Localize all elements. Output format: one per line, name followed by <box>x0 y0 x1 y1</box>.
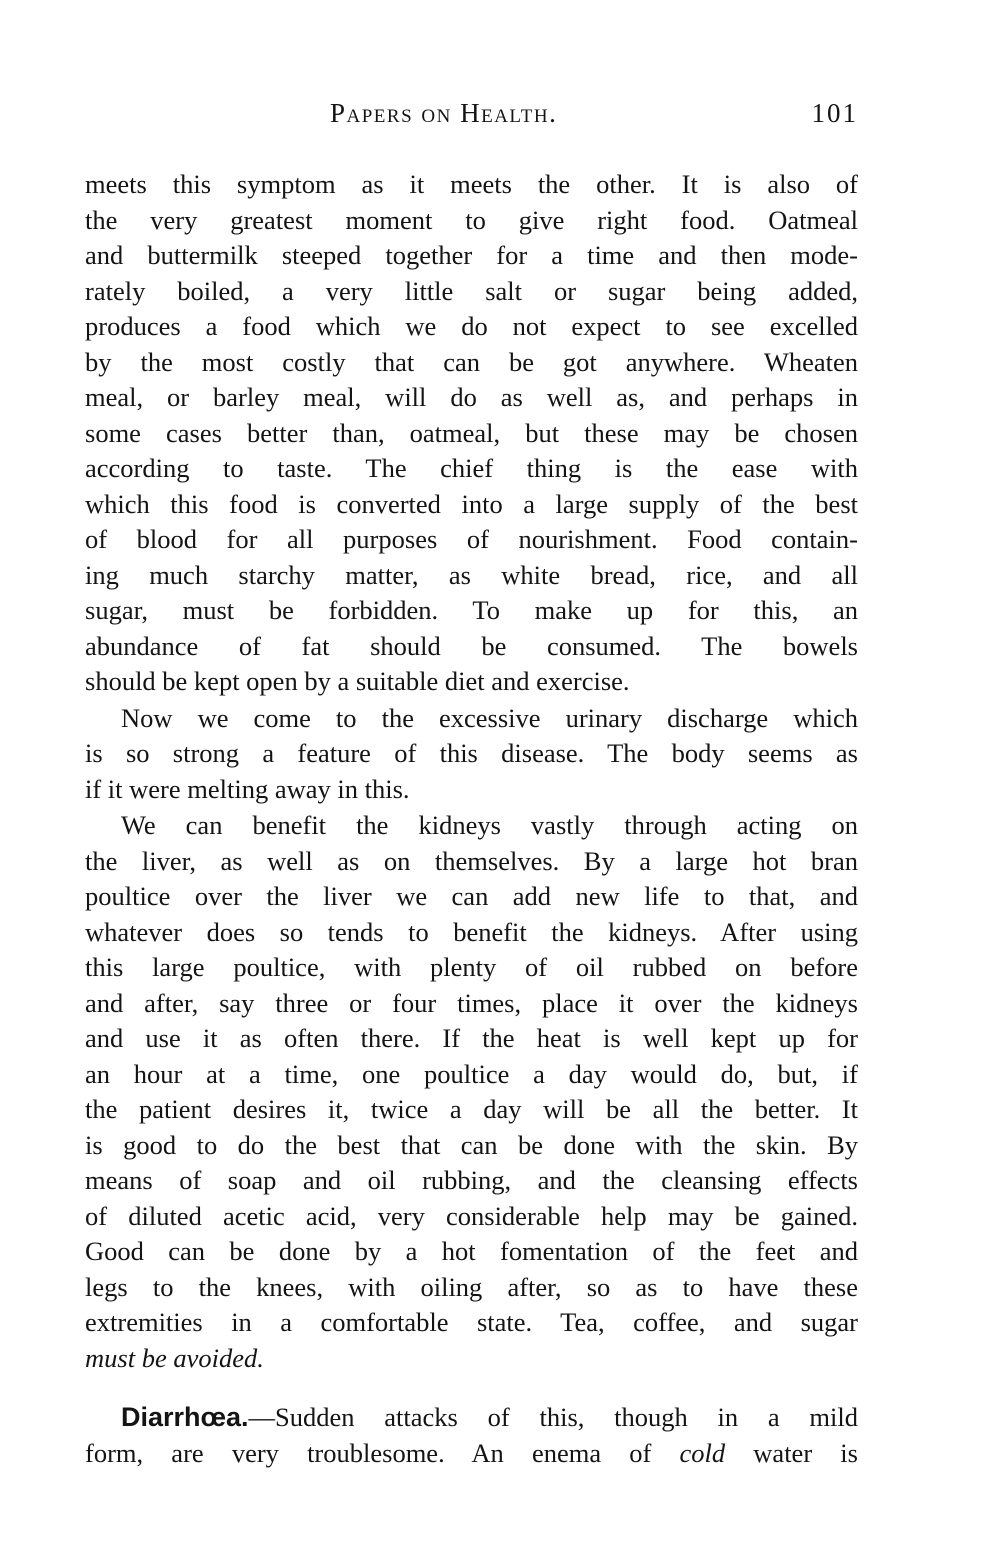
text-line: rately boiled, a very little salt or sugar being added, <box>85 275 858 306</box>
text-line: sugar, must be forbidden. To make up for this, an <box>85 595 858 625</box>
text-run: —Sudden attacks of this, though in a mild <box>248 1402 858 1432</box>
page-number: 101 <box>811 98 858 128</box>
paragraph <box>85 167 858 700</box>
text-line: an hour at a time, one poultice a day would do, but, if <box>85 1058 858 1089</box>
text-line: Good can be done by a hot fomentation of the feet and <box>85 1236 858 1266</box>
text-run: form, are very troublesome. An enema of <box>85 1437 680 1468</box>
text-line: and use it as often there. If the heat is well kept up for <box>85 1023 858 1053</box>
text-line: this large poultice, with plenty of oil rubbed on before <box>85 952 858 982</box>
text-line: of blood for all purposes of nourishment. Food contain- <box>85 524 858 554</box>
text-line: poultice over the liver we can add new life to that, and <box>85 881 858 911</box>
text-line: ing much starchy matter, as white bread, rice, and all <box>85 559 858 590</box>
text-line: is so strong a feature of this disease. The body seems as <box>85 738 858 768</box>
text-line: by the most costly that can be got anywhere. Wheaten <box>85 346 858 377</box>
italic-text: cold <box>679 1437 726 1468</box>
text-line: whatever does so tends to benefit the kidneys. After using <box>85 916 858 947</box>
text-line: is good to do the best that can be done with the skin. By <box>85 1129 858 1160</box>
text-line <box>85 1436 858 1472</box>
text-line <box>85 1341 858 1377</box>
text-line: which this food is converted into a large supply of the best <box>85 488 858 519</box>
text-line: according to taste. The chief thing is the ease with <box>85 453 858 483</box>
text-line: extremities in a comfortable state. Tea, coffee, and sugar <box>85 1307 858 1337</box>
text-line: the patient desires it, twice a day will be all the better. It <box>85 1094 858 1124</box>
text-line <box>85 1400 858 1436</box>
text-line: abundance of fat should be consumed. The bowels <box>85 630 858 661</box>
text-run: water is <box>725 1437 858 1468</box>
text-line: some cases better than, oatmeal, but these may be chosen <box>85 417 858 448</box>
text-line: of diluted acetic acid, very considerable help may be gained. <box>85 1200 858 1231</box>
text-line: meal, or barley meal, will do as well as, and perhaps in <box>85 382 858 412</box>
text-line: and after, say three or four times, place it over the kidneys <box>85 987 858 1018</box>
text-line: the very greatest moment to give right food. Oatmeal <box>85 204 858 235</box>
section-heading: Diarrhœa. <box>121 1402 249 1432</box>
text-line: Now we come to the excessive urinary discharge which <box>121 702 858 733</box>
section-paragraph <box>85 1400 858 1471</box>
text-line: means of soap and oil rubbing, and the cleansing effects <box>85 1165 858 1195</box>
text-line: We can benefit the kidneys vastly through acting on <box>121 810 858 840</box>
italic-text: must be avoided. <box>85 1342 264 1373</box>
running-head <box>0 98 1000 138</box>
paragraph <box>85 808 858 1376</box>
text-line: produces a food which we do not expect to see excelled <box>85 311 858 341</box>
text-line: meets this symptom as it meets the other. It is also of <box>85 169 858 199</box>
paragraph <box>85 701 858 808</box>
text-line: and buttermilk steeped together for a time and then mode- <box>85 240 858 270</box>
text-line: the liver, as well as on themselves. By a large hot bran <box>85 845 858 876</box>
text-line: should be kept open by a suitable diet and exercise. <box>85 666 630 696</box>
text-line: if it were melting away in this. <box>85 773 410 804</box>
running-title: Papers on Health. <box>330 98 558 128</box>
page-body <box>85 167 858 1472</box>
text-line: legs to the knees, with oiling after, so as to have these <box>85 1271 858 1302</box>
